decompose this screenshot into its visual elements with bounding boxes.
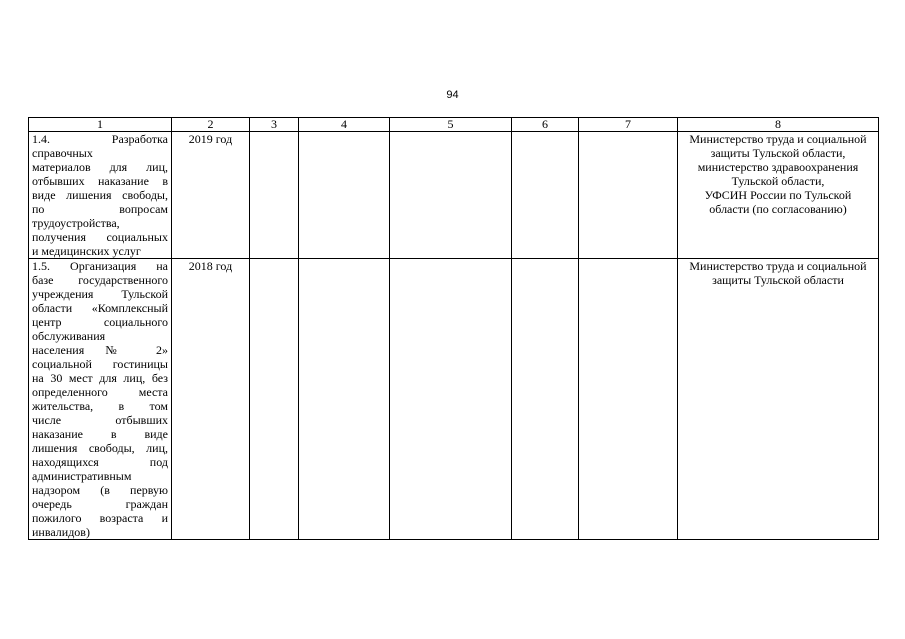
task-line: инвалидов) [32,525,90,539]
task-line: населения № 2» [32,343,168,357]
measures-table [28,117,879,540]
empty-cell-7 [579,132,678,259]
page-number: 94 [446,89,459,101]
year-cell: 2018 год [172,259,250,540]
responsible-cell [678,132,879,259]
task-line: отбывших наказание в [32,174,168,188]
empty-cell-6 [512,259,579,540]
task-line: наказание в виде [32,427,168,441]
task-cell [29,132,172,259]
header-col-2: 2 [172,118,250,132]
task-line: виде лишения свободы, [32,188,168,202]
task-line: надзором (в первую [32,483,168,497]
header-col-6: 6 [512,118,579,132]
header-col-4: 4 [299,118,390,132]
header-col-5: 5 [390,118,512,132]
empty-cell-3 [250,132,299,259]
empty-cell-6 [512,132,579,259]
header-row [29,118,879,132]
task-line: материалов для лиц, [32,160,168,174]
empty-cell-4 [299,259,390,540]
task-line: учреждения Тульской [32,287,168,301]
empty-cell-7 [579,259,678,540]
responsible-line: Министерство труда и социальной [689,259,867,273]
responsible-cell [678,259,879,540]
task-line: административным [32,469,132,483]
task-cell [29,259,172,540]
responsible-line: Министерство труда и социальной [689,132,867,146]
task-line: жительства, в том [32,399,168,413]
empty-cell-3 [250,259,299,540]
header-col-7: 7 [579,118,678,132]
task-line: по вопросам [32,202,168,216]
task-line: определенного места [32,385,168,399]
table-row [29,259,879,540]
responsible-line: Тульской области, [731,174,825,188]
responsible-line: области (по согласованию) [709,202,847,216]
empty-cell-4 [299,132,390,259]
task-line: обслуживания [32,329,106,343]
task-line: центр социального [32,315,168,329]
task-line: социальной гостиницы [32,357,168,371]
responsible-line: УФСИН России по Тульской [704,188,852,202]
task-line: лишения свободы, лиц, [32,441,168,455]
task-line: пожилого возраста и [32,511,168,525]
task-line: базе государственного [32,273,168,287]
task-line: числе отбывших [32,413,168,427]
responsible-line: защиты Тульской области [712,273,844,287]
task-line: и медицинских услуг [32,244,141,258]
responsible-line: защиты Тульской области, [710,146,846,160]
empty-cell-5 [390,132,512,259]
table-row [29,132,879,259]
header-col-1: 1 [29,118,172,132]
task-line: очередь граждан [32,497,168,511]
header-col-3: 3 [250,118,299,132]
task-line: области «Комплексный [32,301,168,315]
task-line: 1.5. Организация на [32,259,168,273]
year-cell: 2019 год [172,132,250,259]
task-line: 1.4. Разработка [32,132,168,146]
task-line: находящихся под [32,455,168,469]
header-col-8: 8 [678,118,879,132]
empty-cell-5 [390,259,512,540]
task-line: трудоустройства, [32,216,120,230]
task-line: на 30 мест для лиц, без [32,371,168,385]
task-line: получения социальных [32,230,168,244]
task-line: справочных [32,146,93,160]
responsible-line: министерство здравоохранения [697,160,859,174]
